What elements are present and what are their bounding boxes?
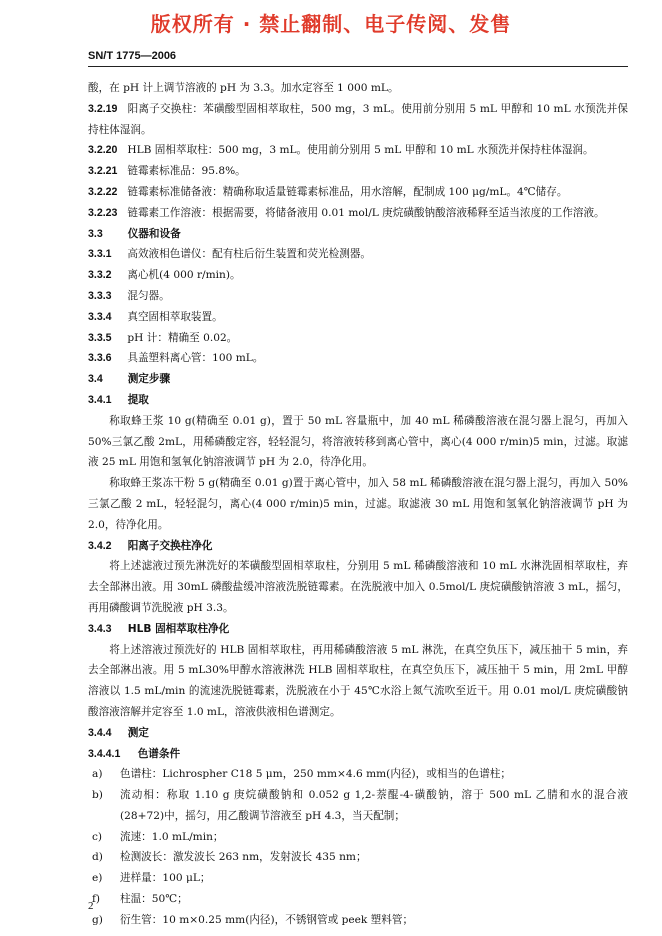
watermark-banner: 版权所有 · 禁止翻制、电子传阅、发售 bbox=[150, 12, 512, 36]
hlb-cleanup-paragraph: 将上述溶液过预洗好的 HLB 固相萃取柱，再用稀磷酸溶液 5 mL 淋洗，在真空负压下，减压抽干 5 min，弃去全部淋出液。用 5 mL30%甲醇水溶液淋洗 HLB 固相萃取柱，在真空负压下，减压抽干 5 min，用 2mL 甲醇溶液以 1.5 mL/min 的流速洗脱链霉素，洗脱液在小于 45℃水浴上氮气流吹至近干。用 0.01 mol/L 庚烷磺酸钠酸溶液溶解并定容至 1.0 mL，溶液供液相色谱测定。 bbox=[88, 643, 628, 718]
item-3-2-23: 3.2.23 链霉素工作溶液：根据需要，将储备液用 0.01 mol/L 庚烷磺酸钠酸溶液稀释至适当浓度的工作溶液。 bbox=[88, 206, 605, 219]
item-3-3-4: 3.3.4 真空固相萃取装置。 bbox=[88, 310, 223, 323]
item-3-2-19: 3.2.19 阳离子交换柱：苯磺酸型固相萃取柱，500 mg，3 mL。使用前分别用 5 mL 甲醇和 10 mL 水预洗并保持柱体湿润。 bbox=[88, 102, 628, 136]
item-3-3-5: 3.3.5 pH 计：精确至 0.02。 bbox=[88, 331, 238, 344]
condition-item: f) 柱温：50℃； bbox=[92, 893, 188, 906]
header-rule bbox=[88, 66, 628, 67]
extraction-paragraph-2: 称取蜂王浆冻干粉 5 g(精确至 0.01 g)置于离心管中，加入 58 mL 稀磷酸溶液在混匀器上混匀，再加入 50%三氯乙酸 2 mL，轻轻混匀，离心(4 000 r/min)5 min，过滤。取滤液 30 mL 用饱和氢氧化钠溶液调节 pH 为 2.0，待净化用。 bbox=[88, 477, 628, 531]
page-number: 2 bbox=[88, 900, 94, 912]
cation-cleanup-paragraph: 将上述滤液过预先淋洗好的苯磺酸型固相萃取柱，分别用 5 mL 稀磷酸溶液和 10 mL 水淋洗固相萃取柱，弃去全部淋出液。用 30mL 磷酸盐缓冲溶液洗脱链霉素。在洗脱液中加入 0.5mol/L 庚烷磺酸钠溶液 3 mL，摇匀，再用磷酸调节洗脱液 pH 3.3。 bbox=[88, 560, 628, 614]
condition-item: e) 进样量：100 μL； bbox=[92, 872, 211, 885]
standard-code: SN/T 1775—2006 bbox=[88, 50, 177, 62]
item-3-3-2: 3.3.2 离心机(4 000 r/min)。 bbox=[88, 269, 241, 282]
item-3-3-3: 3.3.3 混匀器。 bbox=[88, 289, 170, 302]
condition-item: a) 色谱柱：Lichrospher C18 5 μm，250 mm×4.6 mm(内径)，或相当的色谱柱； bbox=[92, 768, 511, 781]
item-3-3-1: 3.3.1 高效液相色谱仪：配有柱后衍生装置和荧光检测器。 bbox=[88, 248, 372, 261]
condition-item: d) 检测波长：激发波长 263 nm，发射波长 435 nm； bbox=[92, 851, 367, 864]
extraction-paragraph-1: 称取蜂王浆 10 g(精确至 0.01 g)，置于 50 mL 容量瓶中，加 40 mL 稀磷酸溶液在混匀器上混匀，再加入 50%三氯乙酸 2mL，用稀磷酸定容，轻轻混匀，将溶液转移到离心管中，离心(4 000 r/min)5 min，过滤。取滤液 25 mL 用饱和氢氧化钠溶液调节 pH 为 2.0，待净化用。 bbox=[88, 414, 628, 469]
section-3-4-1-heading: 3.4.1 提取 bbox=[88, 393, 149, 406]
item-3-2-22: 3.2.22 链霉素标准储备液：精确称取适量链霉素标准品，用水溶解，配制成 100 μg/mL。4℃储存。 bbox=[88, 185, 568, 198]
section-3-4-heading: 3.4 测定步骤 bbox=[88, 373, 171, 386]
section-3-4-4-heading: 3.4.4 测定 bbox=[88, 726, 149, 739]
condition-item: g) 衍生管：10 m×0.25 mm(内径)，不锈钢管或 peek 塑料管； bbox=[92, 913, 414, 926]
item-3-2-20: 3.2.20 HLB 固相萃取柱：500 mg，3 mL。使用前分别用 5 mL 甲醇和 10 mL 水预洗并保持柱体湿润。 bbox=[88, 144, 594, 157]
section-3-3-heading: 3.3 仪器和设备 bbox=[88, 227, 181, 240]
section-3-4-3-heading: 3.4.3 HLB 固相萃取柱净化 bbox=[88, 622, 230, 635]
continued-paragraph: 酸，在 pH 计上调节溶液的 pH 为 3.3。加水定容至 1 000 mL。 bbox=[88, 82, 399, 94]
item-3-2-21: 3.2.21 链霉素标准品：95.8%。 bbox=[88, 165, 246, 178]
condition-item: b) 流动相：称取 1.10 g 庚烷磺酸钠和 0.052 g 1,2-萘醌-4-磺酸钠，溶于 500 mL 乙腈和水的混合液(28+72)中，摇匀，用乙酸调节溶液至 pH 4.3，当天配制； bbox=[92, 789, 628, 822]
condition-item: c) 流速：1.0 mL/min； bbox=[92, 830, 224, 843]
section-3-4-2-heading: 3.4.2 阳离子交换柱净化 bbox=[88, 539, 213, 552]
item-3-3-6: 3.3.6 具盖塑料离心管：100 mL。 bbox=[88, 352, 264, 365]
section-3-4-4-1-heading: 3.4.4.1 色谱条件 bbox=[88, 747, 181, 760]
document-body bbox=[88, 78, 628, 931]
